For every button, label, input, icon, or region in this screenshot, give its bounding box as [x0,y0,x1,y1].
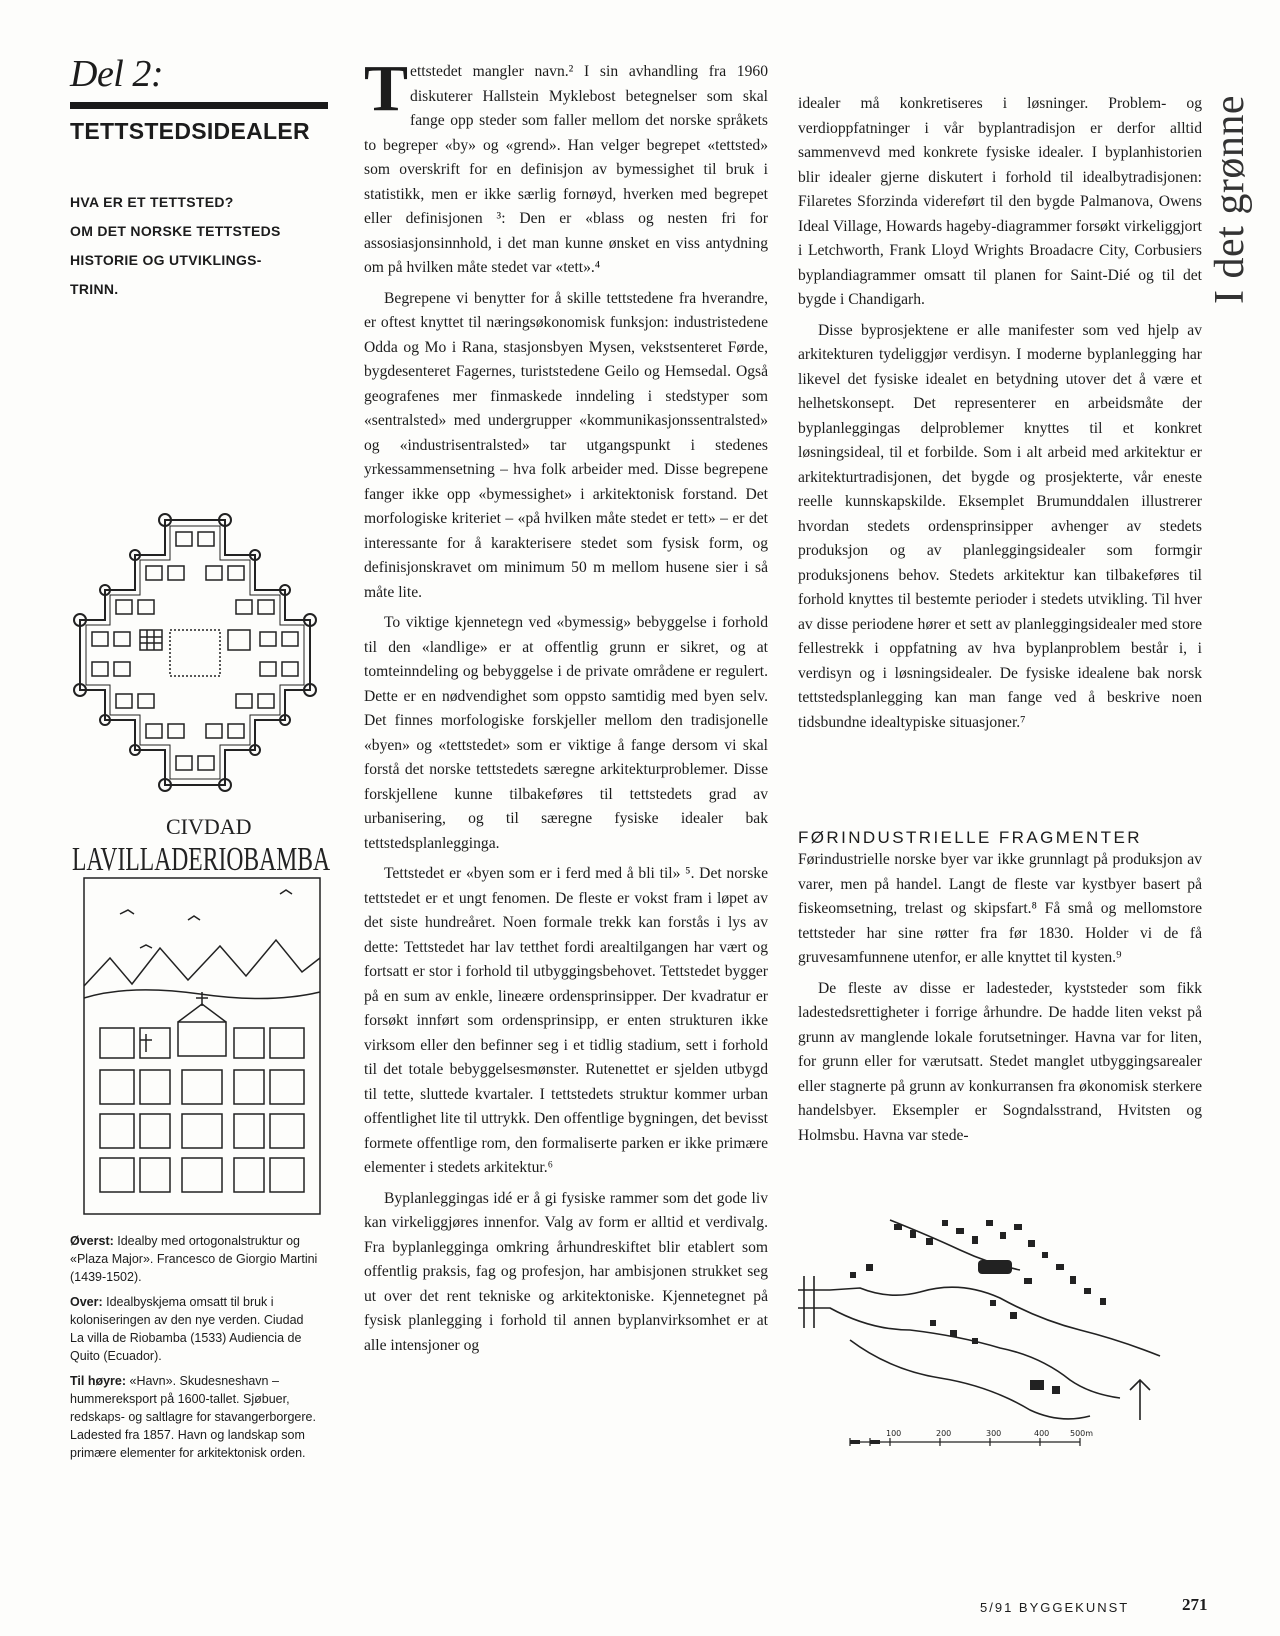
figure-heading-large: LAVILLADERIOBAMBA [72,841,331,878]
paragraph: Byplanleggingas idé er å gi fysiske rammer som det gode liv kan virkeliggjøres innenfor. Valg av form er alltid et verdivalg. Fra byplanlegginga omkring århundreskiftet blir etablert som offentlig praksis, fag og profesjon, har ambisjonen strukket seg ut over det rent tekniske og arkitektoniske. Kjennetegnet på fysisk planlegging i forhold til annen byplanvirksomhet er at alle intensjoner og [364,1189,768,1354]
paragraph: Førindustrielle norske byer var ikke grunnlagt på produksjon av varer, men på handel. Langt de fleste var kystbyer basert på fiskeomsetning, trelast og skipsfart.⁸ Få små og mellomstore tettsteder har sine røtter fra før 1830. Holder vi de få gruvesamfunnene utenfor, er alle knyttet til kysten.⁹ [798,851,1202,966]
paragraph: Disse byprosjektene er alle manifester som ved hjelp av arkitekturen tydeliggjør verdisyn. I moderne byplanlegging har likevel det fysiske idealet en betydning utover det å være et helhetskonsept. Det representerer en arbeidsmåte der byplanleggingas delproblemer knyttes til et konkret løsningsideal, til et forbilde. Som i alt arbeid med arkitektur er arkitekturtradisjonen, det bygde og prosjekterte, vår eneste reelle kunnskapskilde. Eksemplet Brumunddalen illustrerer hvordan stedets ordensprinsipper avhenger av stedets produksjon og av planleggingsidealer som formgir produksjonens behov. Stedets arkitektur kan tilbakeføres til forhold knyttes til bestemte perioder i stedets utvikling. Til hver av disse periodene hører et sett av planleggingsidealer med store fellestrekk i oppfatning av hva byplanproblem består i, i verdisyn og i løsningsidealer. De fysiske idealene bak norsk tettstedsplanlegging kan man fange ved å beskrive noen tidsbundne idealtypiske situasjoner.⁷ [798,321,1202,731]
caption-label: Til høyre: [70,1374,127,1388]
ideal-city-plan-figure [70,510,320,800]
intro-line: TRINN. [70,281,119,297]
intro-line: OM DET NORSKE TETTSTEDS [70,223,281,239]
intro-line: HISTORIE OG UTVIKLINGS- [70,252,262,268]
paragraph: Tettstedet er «byen som er i ferd med å bli til» ⁵. Det norske tettstedet er et ungt fenomen. De fleste er vokst fram i løpet av det siste hundreåret. Noen formale trekk kan forstås i lys av dette: Tettstedet har lav tetthet fordi arealtilgangen har vært og fortsatt er stor i forhold til utbyggingsbehovet. Tettstedet bygger på en sum av enkle, lineære ordensprinsipper. Der kvadratur er forsøkt innført som ordensprinsipp, er enten strukturen ikke virksom eller den befinner seg i et tidlig stadium, sett i forhold til det totale bebyggelsesmønster. Rutenettet er sjelden utbygd til tette, sluttede kvartaler. I tettstedets struktur kommer urban offentlighet lite til uttrykk. Den offentlige bygningen, det bevisst formete offentlige rom, den formaliserte parken er ikke primære elementer i stedets arkitektur.⁶ [364,865,768,1176]
section-heading: FØRINDUSTRIELLE FRAGMENTER [798,828,1142,847]
caption-right [70,1372,320,1462]
intro-block [70,188,330,304]
paragraph-text: ettstedet mangler navn.² I sin avhandling fra 1960 diskuterer Hallstein Myklebost betegnelser som skal fange opp steder som faller mellom det norske språkets to begreper «by» og «grend». Han velger begrepet «tettsted» som overskrift for en definisjon av bymessighet til bruk i statistikk, men er ikke særlig fornøyd, hverken med begrepet eller definisjonen ³: Den er «blass og nesten fri for assosiasjonsinnhold, i det man kunne ønsket en viss antydning om på hvilken måte stedet var «tett».⁴ [364,63,768,276]
caption-over [70,1293,320,1365]
figure-captions [70,1232,320,1469]
article-title: TETTSTEDSIDEALER [70,118,310,144]
caption-label: Over: [70,1295,103,1309]
caption-text: «Havn». Skudesneshavn – hummereksport på 1600-tallet. Sjøbuer, redskaps- og saltlagre for stavangerborgere. Ladested fra 1857. Havn og landskap som primære elementer for arkitektonisk orden. [70,1374,316,1460]
section-rule [70,102,328,109]
paragraph: idealer må konkretiseres i løsninger. Problem- og verdioppfatninger i vår byplantradisjon er derfor alltid sammenvevd med konkrete fysiske idealer. I byplanhistorien blir idealer gjerne diskutert i forhold til idealbytradisjonen: Filaretes Sforzinda videreført til den bygde Palmanova, Owens Ideal Village, Howards hageby-diagrammer forsøkt virkeliggjort i Letchworth, Frank Lloyd Wrights Broadacre City, Corbusiers byplandiagrammer omsatt til planen for Saint-Dié og til det bygde i Chandigarh. [798,95,1202,308]
article-column-3 [798,848,1202,1154]
scale-label: 200 [936,1429,952,1438]
intro-line: HVA ER ET TETTSTED? [70,194,234,210]
paragraph: Begrepene vi benytter for å skille tettstedene fra hverandre, er oftest knyttet til næringsøkonomisk funksjon: industristedene Odda og Mo i Rana, stasjonsbyen Mysen, vekstsenteret Førde, bygdesenteret Fagernes, turiststedene Geilo og Hemsedal. Også geografenes mer finmaskede inndeling i stedstyper som «sentralsted» med undergrupper «kommunikasjonssentralsted» og «industrisentralsted» tar utgangspunkt i stedenes yrkessammensetning – hva folk arbeider med. Disse begrepene fanger ikke opp «bymessighet» i arkitektonisk forstand. Det morfologiske kriteriet – «på hvilken måte stedet er tett» – er det interessante for å karakterisere stedet som fysisk form, og definisjonskravet om minimum 50 m mellom husene sier i så måte lite. [364,289,768,601]
paragraph [364,52,768,281]
article-column-1 [364,52,768,1364]
page-number: 271 [1182,1595,1208,1614]
scale-label: 100 [886,1429,902,1438]
section-label: Del 2: [70,53,164,95]
paragraph: De fleste av disse er ladesteder, kyststeder som fikk ladestedsrettigheter i forrige århundre. De hadde liten vekst på grunn av manglende lokale forutsetninger. Havna var for liten, for grunn eller for værutsatt. Stedet manglet utbyggingsarealer eller stagnerte på grunn av konkurransen fra økonomisk sterkere handelsbyer. Eksempler er Sogndalsstrand, Hvitsten og Holmsbu. Havna var stede- [798,979,1202,1144]
riobamba-plan-figure [70,808,334,1220]
caption-text: Idealbyskjema omsatt til bruk i koloniseringen av den nye verden. Ciudad La villa de Riobamba (1533) Audiencia de Quito (Ecuador). [70,1295,304,1363]
article-column-2 [798,92,1202,741]
caption-top [70,1232,320,1286]
scale-label: 400 [1034,1429,1050,1438]
harbour-map-figure [790,1180,1190,1480]
drop-cap: T [364,52,409,125]
magazine-footer: 5/91 BYGGEKUNST [980,1600,1130,1615]
figure-heading-small: CIVDAD [166,814,252,839]
paragraph: To viktige kjennetegn ved «bymessig» bebyggelse i forhold til den «landlige» er at offentlig grunn er sikret, og at tomteinndeling og bebyggelse i de private områdene er regulert. Dette er en nødvendighet som oppsto samtidig med byen selv. Det finnes morfologiske forskjeller mellom den tradisjonelle «byen» og «tettstedet» som er viktige å fange dersom vi skal forstå det norske tettstedets særegne arkitekturproblemer. Disse forskjellene kunne tilbakeføres til tettstedets grad av urbanisering, og til særegne fysiske idealer bak tettstedsplanleggingа. [364,614,768,852]
scale-label: 500m [1070,1429,1094,1438]
caption-text: Idealby med ortogonalstruktur og «Plaza Major». Francesco de Giorgio Martini (1439-1502). [70,1234,318,1284]
scale-label: 300 [986,1429,1002,1438]
side-title: I det grønne [1207,95,1253,304]
caption-label: Øverst: [70,1234,114,1248]
